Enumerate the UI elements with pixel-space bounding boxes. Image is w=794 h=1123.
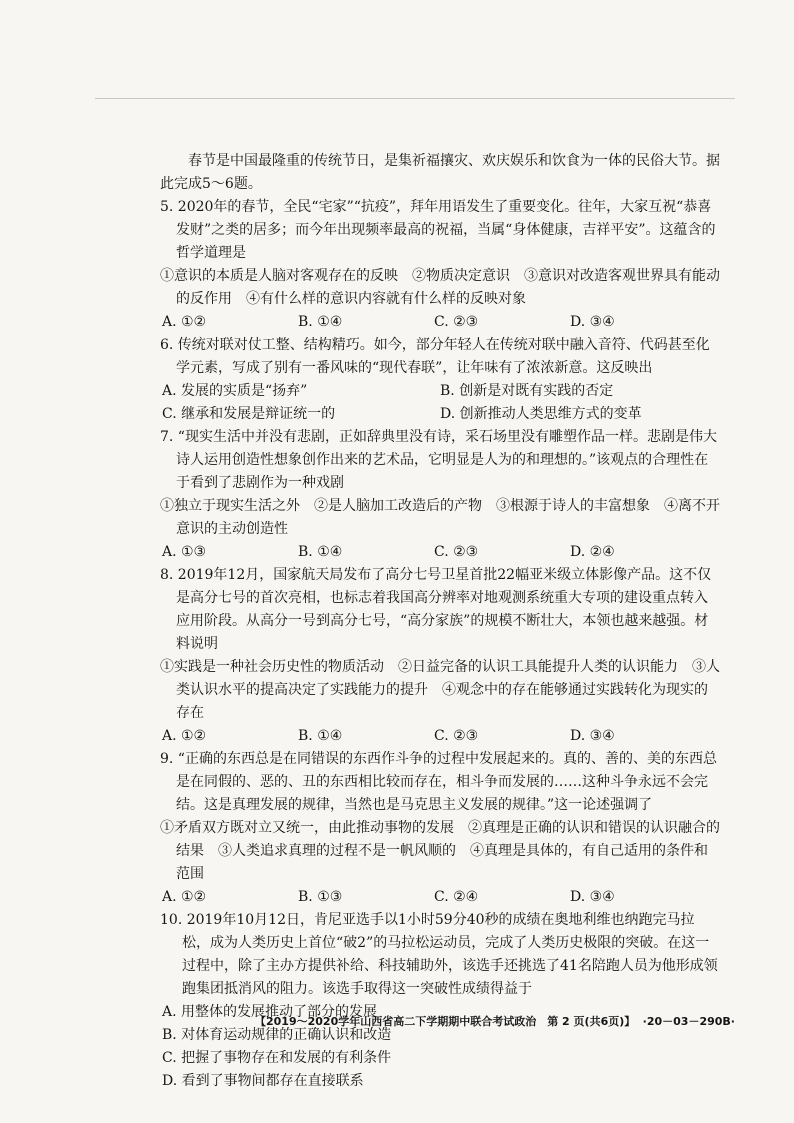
option-a[interactable]: A. 发展的实质是“扬弃” bbox=[162, 383, 308, 399]
question-5 bbox=[160, 196, 720, 334]
option-a[interactable]: A. ①② bbox=[162, 728, 207, 744]
question-stem: 7. “现实生活中并没有悲剧，正如辞典里没有诗，采石场里没有雕塑作品一样。悲剧是伟大诗人运用创造性想象创作出来的艺术品，它明显是人为的和理想的。”该观点的合理性在于看到了悲剧作为一种戏剧 bbox=[160, 429, 717, 491]
footer-code: ·20－03－290B· bbox=[642, 1015, 735, 1028]
option-d[interactable]: D. ③④ bbox=[570, 728, 615, 744]
option-a[interactable]: A. ①② bbox=[162, 889, 207, 905]
option-a[interactable]: A. 用整体的发展推动了部分的发展 bbox=[162, 1004, 378, 1020]
question-statements: ①独立于现实生活之外 ②是人脑加工改造后的产物 ③根源于诗人的丰富想象 ④离不开意识的主动创造性 bbox=[160, 498, 720, 537]
option-c[interactable]: C. ②③ bbox=[434, 544, 479, 560]
question-7 bbox=[160, 426, 720, 564]
answer-options bbox=[160, 311, 720, 334]
answer-options bbox=[160, 886, 720, 909]
question-9 bbox=[160, 748, 720, 909]
question-statements: ①矛盾双方既对立又统一，由此推动事物的发展 ②真理是正确的认识和错误的认识融合的结果 ③人类追求真理的过程不是一帆风顺的 ④真理是具体的，有自己适用的条件和范围 bbox=[160, 820, 720, 882]
option-a[interactable]: A. ①② bbox=[162, 314, 207, 330]
option-b[interactable]: B. ①④ bbox=[298, 544, 343, 560]
option-d[interactable]: D. ③④ bbox=[570, 889, 615, 905]
answer-options bbox=[160, 725, 720, 748]
option-c[interactable]: C. ②③ bbox=[434, 314, 479, 330]
option-b[interactable]: B. 对体育运动规律的正确认识和改造 bbox=[162, 1027, 392, 1043]
footer-exam-info: 【2019～2020学年山西省高二下学期期中联合考试政治 第 2 页(共6页)】 bbox=[255, 1015, 636, 1028]
question-stem: 6. 传统对联对仗工整、结构精巧。如今，部分年轻人在传统对联中融入音符、代码甚至化学元素，写成了别有一番风味的“现代春联”，让年味有了浓浓新意。这反映出 bbox=[160, 337, 710, 376]
page-footer bbox=[255, 1015, 735, 1029]
option-d[interactable]: D. 看到了事物间都存在直接联系 bbox=[162, 1073, 364, 1089]
question-stem: 5. 2020年的春节，全民“宅家”“抗疫”，拜年用语发生了重要变化。往年，大家互祝“恭喜发财”之类的居多；而今年出现频率最高的祝福，当属“身体健康，吉祥平安”。这蕴含的哲学道理是 bbox=[160, 199, 716, 261]
answer-options bbox=[160, 541, 720, 564]
option-c[interactable]: C. ②③ bbox=[434, 728, 479, 744]
option-b[interactable]: B. ①④ bbox=[298, 728, 343, 744]
option-b[interactable]: B. 创新是对既有实践的否定 bbox=[440, 383, 614, 399]
question-10 bbox=[160, 909, 720, 1093]
intro-text: 春节是中国最隆重的传统节日，是集祈福攘灾、欢庆娱乐和饮食为一体的民俗大节。据此完成5～6题。 bbox=[160, 153, 720, 192]
option-b[interactable]: B. ①④ bbox=[298, 314, 343, 330]
question-6 bbox=[160, 334, 720, 426]
question-8 bbox=[160, 564, 720, 748]
answer-options-row-1 bbox=[160, 380, 720, 403]
question-statements: ①意识的本质是人脑对客观存在的反映 ②物质决定意识 ③意识对改造客观世界具有能动的反作用 ④有什么样的意识内容就有什么样的反映对象 bbox=[160, 268, 720, 307]
question-statements: ①实践是一种社会历史性的物质活动 ②日益完备的认识工具能提升人类的认识能力 ③人类认识水平的提高决定了实践能力的提升 ④观念中的存在能够通过实践转化为现实的存在 bbox=[160, 659, 720, 721]
passage-intro bbox=[132, 150, 720, 196]
option-d[interactable]: D. 创新推动人类思维方式的变革 bbox=[440, 406, 642, 422]
exam-content bbox=[160, 150, 720, 1093]
option-c[interactable]: C. 把握了事物存在和发展的有利条件 bbox=[162, 1050, 392, 1066]
top-rule bbox=[95, 98, 735, 99]
option-c[interactable]: C. ②④ bbox=[434, 889, 479, 905]
answer-options-row-2 bbox=[160, 403, 720, 426]
option-a[interactable]: A. ①③ bbox=[162, 544, 207, 560]
question-stem: 9. “正确的东西总是在同错误的东西作斗争的过程中发展起来的。真的、善的、美的东西总是在同假的、恶的、丑的东西相比较而存在，相斗争而发展的……这种斗争永远不会完结。这是真理发展的规律，当然也是马克思主义发展的规律。”这一论述强调了 bbox=[160, 751, 717, 813]
option-b[interactable]: B. ①③ bbox=[298, 889, 343, 905]
question-stem: 10. 2019年10月12日，肯尼亚选手以1小时59分40秒的成绩在奥地利维也纳跑完马拉松，成为人类历史上首位“破2”的马拉松运动员，完成了人类历史极限的突破。在这一过程中，除了主办方提供补给、科技辅助外，该选手还挑选了41名陪跑人员为他形成领跑集团抵消风的阻力。该选手取得这一突破性成绩得益于 bbox=[160, 912, 718, 997]
option-c[interactable]: C. 继承和发展是辩证统一的 bbox=[162, 406, 336, 422]
question-stem: 8. 2019年12月，国家航天局发布了高分七号卫星首批22幅亚米级立体影像产品。这不仅是高分七号的首次亮相，也标志着我国高分辨率对地观测系统重大专项的建设重点转入应用阶段。从高分一号到高分七号，“高分家族”的规模不断壮大，本领也越来越强。材料说明 bbox=[160, 567, 712, 652]
option-d[interactable]: D. ③④ bbox=[570, 314, 615, 330]
option-d[interactable]: D. ②④ bbox=[570, 544, 615, 560]
